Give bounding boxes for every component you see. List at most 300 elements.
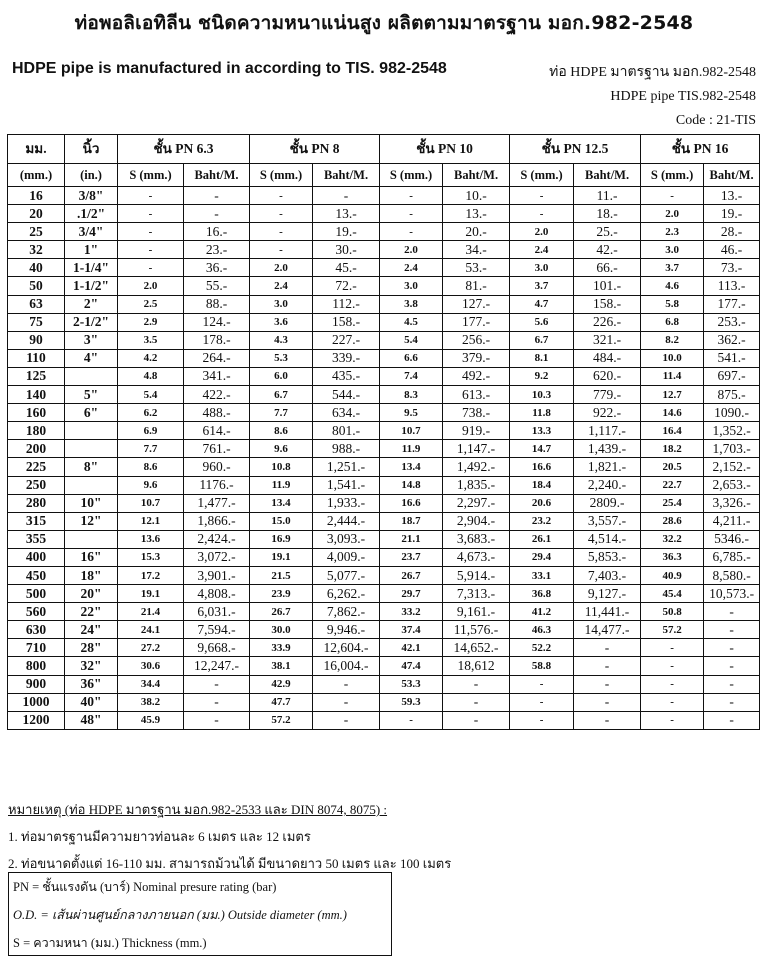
price-cell: 4,514.- — [574, 530, 641, 548]
price-cell: 9,127.- — [574, 585, 641, 603]
price-cell: 13.- — [443, 205, 510, 223]
price-cell: 18.- — [574, 205, 641, 223]
price-cell: 264.- — [184, 349, 250, 367]
price-cell: 9,161.- — [443, 603, 510, 621]
thickness-cell: - — [510, 711, 574, 729]
price-cell: 25.- — [574, 223, 641, 241]
thickness-cell: - — [641, 657, 704, 675]
price-cell: 2,240.- — [574, 476, 641, 494]
price-cell: - — [704, 621, 760, 639]
thickness-cell: 33.2 — [380, 603, 443, 621]
thickness-cell: - — [250, 187, 313, 205]
price-cell: 127.- — [443, 295, 510, 313]
price-cell: 1,352.- — [704, 422, 760, 440]
size-inch-cell: 12" — [65, 512, 118, 530]
size-mm-cell: 800 — [8, 657, 65, 675]
price-cell: - — [704, 657, 760, 675]
size-inch-cell: 1-1/4" — [65, 259, 118, 277]
size-mm-cell: 1200 — [8, 711, 65, 729]
size-mm-cell: 500 — [8, 585, 65, 603]
thickness-cell: - — [380, 187, 443, 205]
price-cell: - — [184, 205, 250, 223]
thickness-cell: 47.7 — [250, 693, 313, 711]
price-cell: 88.- — [184, 295, 250, 313]
subtitle-en: HDPE pipe is manufactured in according to TIS. 982-2548 — [12, 60, 447, 77]
thickness-cell: 8.1 — [510, 349, 574, 367]
price-cell: 5,914.- — [443, 566, 510, 584]
table-row — [8, 476, 760, 494]
price-cell: 761.- — [184, 440, 250, 458]
thickness-cell: 10.7 — [118, 494, 184, 512]
thickness-cell: 3.7 — [641, 259, 704, 277]
price-cell: - — [574, 657, 641, 675]
price-cell: 3,557.- — [574, 512, 641, 530]
price-cell: 12,247.- — [184, 657, 250, 675]
price-cell: 101.- — [574, 277, 641, 295]
thickness-cell: 11.9 — [380, 440, 443, 458]
price-cell: 13.- — [704, 187, 760, 205]
price-cell: 178.- — [184, 331, 250, 349]
price-cell: 19.- — [704, 205, 760, 223]
price-cell: 3,072.- — [184, 548, 250, 566]
page-title: ท่อพอลิเอทิลีน ชนิดความหนาแน่นสูง ผลิตตามมาตรฐาน มอก.982-2548 — [74, 12, 694, 34]
price-cell: 634.- — [313, 404, 380, 422]
header-pn-8: ชั้น PN 8 — [250, 135, 380, 164]
thickness-cell: 3.8 — [380, 295, 443, 313]
thickness-cell: - — [250, 223, 313, 241]
table-row — [8, 422, 760, 440]
price-cell: - — [704, 639, 760, 657]
price-cell: 3,093.- — [313, 530, 380, 548]
price-cell: 28.- — [704, 223, 760, 241]
size-mm-cell: 225 — [8, 458, 65, 476]
thickness-cell: 32.2 — [641, 530, 704, 548]
thickness-cell: 27.2 — [118, 639, 184, 657]
thickness-cell: 52.2 — [510, 639, 574, 657]
thickness-cell: 33.9 — [250, 639, 313, 657]
thickness-cell: 16.4 — [641, 422, 704, 440]
thickness-cell: 2.0 — [510, 223, 574, 241]
thickness-cell: 21.4 — [118, 603, 184, 621]
price-cell: 2,297.- — [443, 494, 510, 512]
thickness-cell: 47.4 — [380, 657, 443, 675]
size-inch-cell: 24" — [65, 621, 118, 639]
price-cell: 1176.- — [184, 476, 250, 494]
header-inch: นิ้ว — [65, 135, 118, 164]
thickness-cell: - — [380, 223, 443, 241]
size-inch-cell: 6" — [65, 404, 118, 422]
size-inch-cell: 10" — [65, 494, 118, 512]
price-cell: 34.- — [443, 241, 510, 259]
note-item: 2. ท่อขนาดตั้งแต่ 16-110 มม. สามารถม้วนได้ มีขนาดยาว 50 เมตร และ 100 เมตร — [8, 856, 452, 871]
price-cell: 11,576.- — [443, 621, 510, 639]
price-cell: 227.- — [313, 331, 380, 349]
price-cell: 19.- — [313, 223, 380, 241]
table-row — [8, 367, 760, 385]
thickness-cell: 15.3 — [118, 548, 184, 566]
thickness-cell: 9.5 — [380, 404, 443, 422]
price-cell: 53.- — [443, 259, 510, 277]
table-row — [8, 548, 760, 566]
size-inch-cell: 3/4" — [65, 223, 118, 241]
thickness-cell: 4.6 — [641, 277, 704, 295]
thickness-cell: 10.3 — [510, 386, 574, 404]
price-cell: 960.- — [184, 458, 250, 476]
price-cell: - — [313, 711, 380, 729]
price-cell: 81.- — [443, 277, 510, 295]
size-mm-cell: 200 — [8, 440, 65, 458]
size-inch-cell — [65, 530, 118, 548]
thickness-cell: - — [118, 223, 184, 241]
thickness-cell: 50.8 — [641, 603, 704, 621]
thickness-cell: 4.8 — [118, 367, 184, 385]
thickness-cell: 13.4 — [380, 458, 443, 476]
thickness-cell: - — [118, 241, 184, 259]
header-price: Baht/M. — [184, 164, 250, 187]
price-cell: 158.- — [574, 295, 641, 313]
thickness-cell: 6.6 — [380, 349, 443, 367]
header-mm: มม. — [8, 135, 65, 164]
thickness-cell: 4.5 — [380, 313, 443, 331]
price-cell: 4,211.- — [704, 512, 760, 530]
price-cell: 66.- — [574, 259, 641, 277]
price-cell: 16.- — [184, 223, 250, 241]
table-row — [8, 639, 760, 657]
table-row — [8, 404, 760, 422]
thickness-cell: 5.8 — [641, 295, 704, 313]
thickness-cell: 24.1 — [118, 621, 184, 639]
price-cell: - — [313, 693, 380, 711]
legend-od: O.D. = เส้นผ่านศูนย์กลางภายนอก (มม.) Outside diameter (mm.) — [13, 908, 347, 922]
thickness-cell: 3.7 — [510, 277, 574, 295]
price-cell: 488.- — [184, 404, 250, 422]
thickness-cell: 29.7 — [380, 585, 443, 603]
size-mm-cell: 63 — [8, 295, 65, 313]
size-mm-cell: 16 — [8, 187, 65, 205]
thickness-cell: - — [641, 675, 704, 693]
thickness-cell: 6.8 — [641, 313, 704, 331]
thickness-cell: 57.2 — [641, 621, 704, 639]
thickness-cell: 2.5 — [118, 295, 184, 313]
thickness-cell: 53.3 — [380, 675, 443, 693]
price-cell: 253.- — [704, 313, 760, 331]
price-cell: 1,251.- — [313, 458, 380, 476]
price-cell: - — [574, 711, 641, 729]
price-cell: 541.- — [704, 349, 760, 367]
price-cell: - — [313, 187, 380, 205]
price-cell: - — [704, 603, 760, 621]
header-mm-en: (mm.) — [8, 164, 65, 187]
thickness-cell: 5.4 — [380, 331, 443, 349]
price-cell: 1,821.- — [574, 458, 641, 476]
thickness-cell: 3.6 — [250, 313, 313, 331]
price-cell: 614.- — [184, 422, 250, 440]
price-cell: - — [704, 675, 760, 693]
header-s: S (mm.) — [510, 164, 574, 187]
size-mm-cell: 180 — [8, 422, 65, 440]
header-price: Baht/M. — [574, 164, 641, 187]
thickness-cell: 10.0 — [641, 349, 704, 367]
price-cell: - — [704, 711, 760, 729]
thickness-cell: 2.0 — [641, 205, 704, 223]
size-mm-cell: 75 — [8, 313, 65, 331]
price-cell: 12,604.- — [313, 639, 380, 657]
price-cell: 3,326.- — [704, 494, 760, 512]
thickness-cell: 8.2 — [641, 331, 704, 349]
price-cell: - — [443, 693, 510, 711]
thickness-cell: 7.7 — [118, 440, 184, 458]
size-inch-cell: 40" — [65, 693, 118, 711]
notes — [8, 796, 451, 877]
thickness-cell: 22.7 — [641, 476, 704, 494]
header-price: Baht/M. — [443, 164, 510, 187]
size-inch-cell: 3/8" — [65, 187, 118, 205]
thickness-cell: 42.1 — [380, 639, 443, 657]
price-cell: 875.- — [704, 386, 760, 404]
price-cell: 55.- — [184, 277, 250, 295]
thickness-cell: 10.7 — [380, 422, 443, 440]
thickness-cell: 12.7 — [641, 386, 704, 404]
thickness-cell: 38.1 — [250, 657, 313, 675]
price-cell: - — [443, 675, 510, 693]
size-inch-cell: 1-1/2" — [65, 277, 118, 295]
price-cell: 321.- — [574, 331, 641, 349]
thickness-cell: 10.8 — [250, 458, 313, 476]
thickness-cell: 30.0 — [250, 621, 313, 639]
price-cell: 435.- — [313, 367, 380, 385]
size-mm-cell: 25 — [8, 223, 65, 241]
price-cell: 42.- — [574, 241, 641, 259]
thickness-cell: 15.0 — [250, 512, 313, 530]
size-mm-cell: 40 — [8, 259, 65, 277]
price-cell: 1,492.- — [443, 458, 510, 476]
size-inch-cell: 3" — [65, 331, 118, 349]
price-cell: 8,580.- — [704, 566, 760, 584]
header-price: Baht/M. — [313, 164, 380, 187]
size-mm-cell: 110 — [8, 349, 65, 367]
thickness-cell: 26.7 — [380, 566, 443, 584]
thickness-cell: 2.4 — [510, 241, 574, 259]
size-inch-cell: 22" — [65, 603, 118, 621]
price-cell: 7,862.- — [313, 603, 380, 621]
note-item: 1. ท่อมาตรฐานมีความยาวท่อนละ 6 เมตร และ 12 เมตร — [8, 829, 311, 844]
size-mm-cell: 250 — [8, 476, 65, 494]
size-mm-cell: 450 — [8, 566, 65, 584]
thickness-cell: 40.9 — [641, 566, 704, 584]
price-cell: 72.- — [313, 277, 380, 295]
thickness-cell: 42.9 — [250, 675, 313, 693]
thickness-cell: - — [641, 693, 704, 711]
price-cell: 256.- — [443, 331, 510, 349]
size-inch-cell: 4" — [65, 349, 118, 367]
price-cell: 697.- — [704, 367, 760, 385]
price-cell: 73.- — [704, 259, 760, 277]
thickness-cell: 23.9 — [250, 585, 313, 603]
thickness-cell: 5.6 — [510, 313, 574, 331]
thickness-cell: 59.3 — [380, 693, 443, 711]
size-inch-cell — [65, 367, 118, 385]
price-cell: 779.- — [574, 386, 641, 404]
thickness-cell: 3.0 — [510, 259, 574, 277]
price-table — [7, 134, 760, 730]
header-s: S (mm.) — [118, 164, 184, 187]
size-inch-cell: 32" — [65, 657, 118, 675]
thickness-cell: 21.1 — [380, 530, 443, 548]
thickness-cell: 28.6 — [641, 512, 704, 530]
table-body — [8, 187, 760, 730]
thickness-cell: 14.6 — [641, 404, 704, 422]
thickness-cell: 8.6 — [118, 458, 184, 476]
price-cell: 1,933.- — [313, 494, 380, 512]
price-cell: 5346.- — [704, 530, 760, 548]
table-row — [8, 223, 760, 241]
price-cell: 36.- — [184, 259, 250, 277]
price-cell: 1,439.- — [574, 440, 641, 458]
header-inch-en: (in.) — [65, 164, 118, 187]
thickness-cell: 4.2 — [118, 349, 184, 367]
price-cell: 1,703.- — [704, 440, 760, 458]
price-cell: 177.- — [443, 313, 510, 331]
standard-line-th: ท่อ HDPE มาตรฐาน มอก.982-2548 — [549, 65, 756, 80]
price-cell: 492.- — [443, 367, 510, 385]
price-cell: - — [443, 711, 510, 729]
thickness-cell: 8.3 — [380, 386, 443, 404]
price-cell: 5,853.- — [574, 548, 641, 566]
price-cell: 988.- — [313, 440, 380, 458]
price-cell: - — [574, 675, 641, 693]
price-cell: 1,117.- — [574, 422, 641, 440]
thickness-cell: 20.6 — [510, 494, 574, 512]
price-cell: 2,904.- — [443, 512, 510, 530]
price-cell: 613.- — [443, 386, 510, 404]
thickness-cell: 2.0 — [250, 259, 313, 277]
price-cell: 1,541.- — [313, 476, 380, 494]
price-cell: 620.- — [574, 367, 641, 385]
table-row — [8, 313, 760, 331]
table-row — [8, 566, 760, 584]
price-cell: 46.- — [704, 241, 760, 259]
price-cell: 16,004.- — [313, 657, 380, 675]
thickness-cell: 13.3 — [510, 422, 574, 440]
size-mm-cell: 560 — [8, 603, 65, 621]
thickness-cell: 3.5 — [118, 331, 184, 349]
thickness-cell: 34.4 — [118, 675, 184, 693]
thickness-cell: - — [641, 711, 704, 729]
thickness-cell: 2.0 — [380, 241, 443, 259]
price-cell: 124.- — [184, 313, 250, 331]
thickness-cell: 6.9 — [118, 422, 184, 440]
price-cell: 5,077.- — [313, 566, 380, 584]
price-cell: 4,673.- — [443, 548, 510, 566]
thickness-cell: 26.7 — [250, 603, 313, 621]
table-row — [8, 621, 760, 639]
thickness-cell: - — [641, 639, 704, 657]
thickness-cell: 23.2 — [510, 512, 574, 530]
price-cell: 1090.- — [704, 404, 760, 422]
price-cell: - — [184, 187, 250, 205]
thickness-cell: 5.3 — [250, 349, 313, 367]
thickness-cell: 36.3 — [641, 548, 704, 566]
thickness-cell: 21.5 — [250, 566, 313, 584]
thickness-cell: 9.6 — [118, 476, 184, 494]
size-mm-cell: 280 — [8, 494, 65, 512]
size-inch-cell: .1/2" — [65, 205, 118, 223]
thickness-cell: - — [118, 259, 184, 277]
price-cell: - — [184, 711, 250, 729]
thickness-cell: 45.9 — [118, 711, 184, 729]
thickness-cell: 13.4 — [250, 494, 313, 512]
thickness-cell: 9.2 — [510, 367, 574, 385]
price-cell: 9,668.- — [184, 639, 250, 657]
thickness-cell: 41.2 — [510, 603, 574, 621]
thickness-cell: 3.0 — [641, 241, 704, 259]
thickness-cell: 18.4 — [510, 476, 574, 494]
thickness-cell: 29.4 — [510, 548, 574, 566]
thickness-cell: 2.3 — [641, 223, 704, 241]
thickness-cell: 9.6 — [250, 440, 313, 458]
price-cell: 13.- — [313, 205, 380, 223]
price-cell: 4,808.- — [184, 585, 250, 603]
price-cell: 11.- — [574, 187, 641, 205]
table-row — [8, 277, 760, 295]
table-row — [8, 295, 760, 313]
table-row — [8, 603, 760, 621]
price-cell: 362.- — [704, 331, 760, 349]
price-cell: 9,946.- — [313, 621, 380, 639]
thickness-cell: - — [118, 205, 184, 223]
thickness-cell: 7.4 — [380, 367, 443, 385]
thickness-cell: 30.6 — [118, 657, 184, 675]
thickness-cell: - — [250, 205, 313, 223]
price-cell: 738.- — [443, 404, 510, 422]
size-inch-cell: 20" — [65, 585, 118, 603]
size-inch-cell: 16" — [65, 548, 118, 566]
thickness-cell: 11.9 — [250, 476, 313, 494]
price-cell: 14,477.- — [574, 621, 641, 639]
price-cell: 801.- — [313, 422, 380, 440]
thickness-cell: 11.8 — [510, 404, 574, 422]
thickness-cell: 8.6 — [250, 422, 313, 440]
legend-pn: PN = ชั้นแรงดัน (บาร์) Nominal presure rating (bar) — [13, 880, 277, 894]
size-inch-cell — [65, 422, 118, 440]
size-inch-cell: 8" — [65, 458, 118, 476]
price-cell: 341.- — [184, 367, 250, 385]
table-row — [8, 187, 760, 205]
table-row — [8, 331, 760, 349]
size-inch-cell: 18" — [65, 566, 118, 584]
thickness-cell: 6.7 — [250, 386, 313, 404]
table-row — [8, 693, 760, 711]
legend-box — [8, 872, 392, 956]
table-row — [8, 494, 760, 512]
thickness-cell: - — [510, 693, 574, 711]
price-cell: 544.- — [313, 386, 380, 404]
size-inch-cell: 36" — [65, 675, 118, 693]
size-mm-cell: 400 — [8, 548, 65, 566]
price-cell: 14,652.- — [443, 639, 510, 657]
price-cell: - — [574, 693, 641, 711]
price-cell: 2,653.- — [704, 476, 760, 494]
thickness-cell: 6.0 — [250, 367, 313, 385]
table-row — [8, 241, 760, 259]
size-mm-cell: 32 — [8, 241, 65, 259]
price-cell: 7,594.- — [184, 621, 250, 639]
thickness-cell: 20.5 — [641, 458, 704, 476]
table-row — [8, 657, 760, 675]
thickness-cell: 45.4 — [641, 585, 704, 603]
thickness-cell: 14.7 — [510, 440, 574, 458]
thickness-cell: 33.1 — [510, 566, 574, 584]
